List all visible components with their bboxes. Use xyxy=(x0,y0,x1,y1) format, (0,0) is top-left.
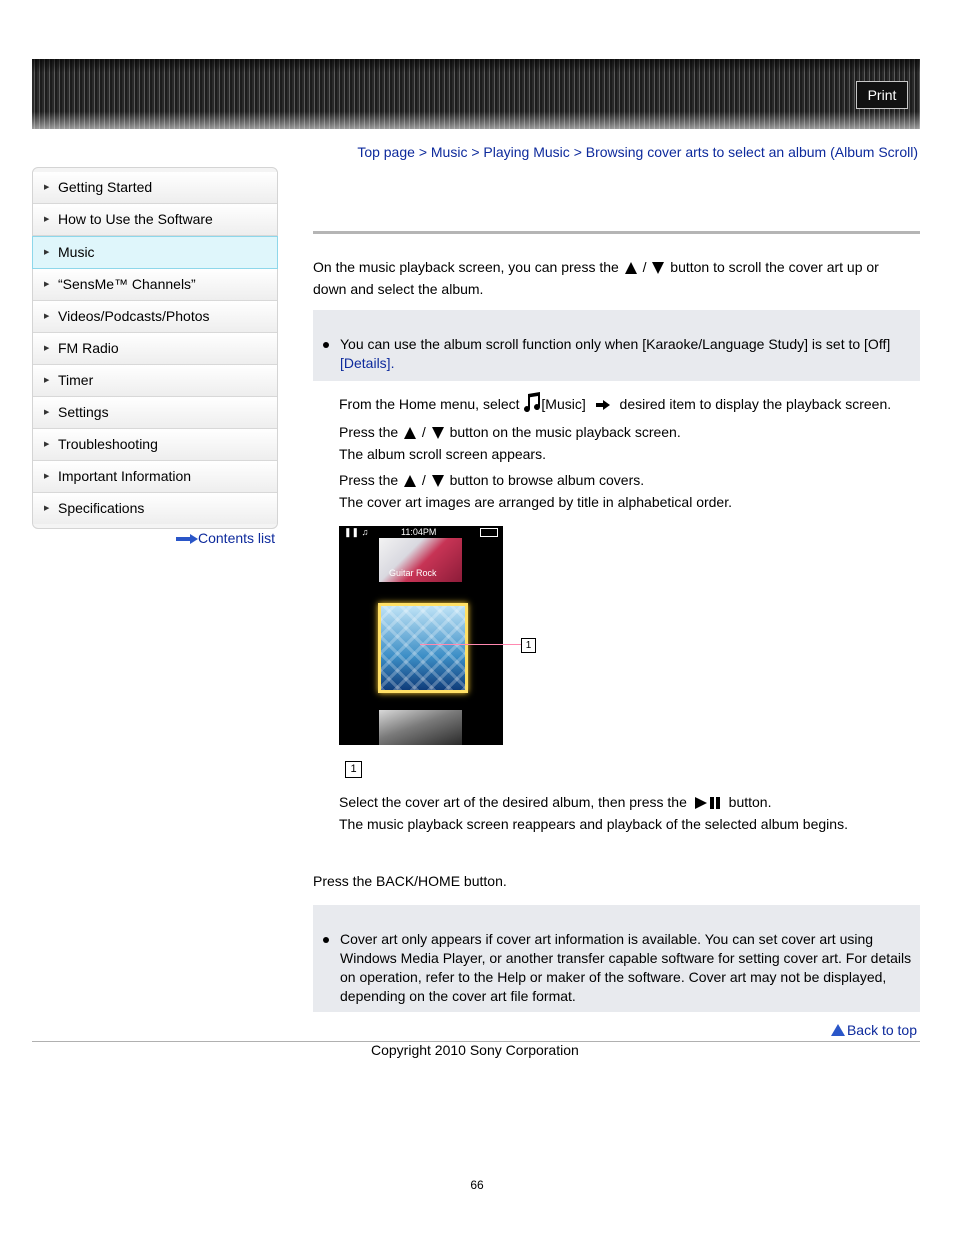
arrow-right-icon: ▶ xyxy=(44,505,50,512)
intro-text: button to scroll the cover art up or xyxy=(670,259,879,275)
sidebar-item-label: Troubleshooting xyxy=(58,436,158,452)
step-text: button on the music playback screen. xyxy=(449,424,681,440)
sidebar-nav xyxy=(32,167,278,529)
sidebar-item-important-information[interactable] xyxy=(33,461,277,493)
legend-number: 1 xyxy=(345,761,362,778)
arrow-right-icon: ▶ xyxy=(44,281,50,288)
album-cover-next xyxy=(379,710,462,745)
hint-box xyxy=(313,905,920,1012)
triangle-down-icon xyxy=(432,427,444,439)
arrow-right-icon: ▶ xyxy=(44,345,50,352)
note-body: You can use the album scroll function only when [Karaoke/Language Study] is set to [Off] xyxy=(340,336,891,352)
sidebar-item-fm-radio[interactable] xyxy=(33,333,277,365)
step-result: The music playback screen reappears and playback of the selected album begins. xyxy=(339,816,848,832)
triangle-up-icon xyxy=(404,475,416,487)
arrow-right-icon: ▶ xyxy=(44,249,50,256)
pause-music-icon: ❚❚ ♫ xyxy=(344,527,369,537)
breadcrumb-separator: > xyxy=(418,144,427,160)
step-3 xyxy=(339,469,732,513)
bullet-icon xyxy=(323,342,329,348)
step-text: Select the cover art of the desired album, then press the xyxy=(339,794,687,810)
sidebar-item-label: How to Use the Software xyxy=(58,211,213,227)
callout-number: 1 xyxy=(521,638,536,653)
step-text: button. xyxy=(728,794,772,810)
breadcrumb-separator: > xyxy=(573,144,582,160)
device-status-bar xyxy=(339,526,503,538)
arrow-right-icon: ▶ xyxy=(44,409,50,416)
step-1 xyxy=(339,392,891,415)
sidebar-item-settings[interactable] xyxy=(33,397,277,429)
breadcrumb-separator: > xyxy=(471,144,480,160)
breadcrumb xyxy=(357,144,918,160)
device-time: 11:04PM xyxy=(401,527,437,537)
arrow-right-icon xyxy=(176,534,198,544)
slash-text: / xyxy=(421,472,426,488)
contents-list-link[interactable] xyxy=(176,530,275,546)
intro-text: On the music playback screen, you can press the xyxy=(313,259,619,275)
music-note-icon xyxy=(523,392,541,412)
step-text: desired item to display the playback screen. xyxy=(619,396,892,412)
sidebar-item-specifications[interactable] xyxy=(33,493,277,524)
triangle-down-icon xyxy=(432,475,444,487)
intro-text: down and select the album. xyxy=(313,281,484,297)
step-4 xyxy=(339,791,848,835)
intro-paragraph xyxy=(313,256,913,300)
arrow-right-icon: ▶ xyxy=(44,216,50,223)
sidebar-item-label: “SensMe™ Channels” xyxy=(58,276,196,292)
sidebar-item-label: Important Information xyxy=(58,468,192,484)
arrow-right-icon: ▶ xyxy=(44,473,50,480)
step-result: The cover art images are arranged by title in alphabetical order. xyxy=(339,494,732,510)
arrow-right-icon: ▶ xyxy=(44,441,50,448)
hint-text: Cover art only appears if cover art information is available. You can set cover art using Windows Media Player, or another transfer capable software for setting cover art. For details on operation, refer to the Help or maker of the software. Cover art may not be displayed, depending on the cover art file format. xyxy=(340,931,912,1004)
sidebar-item-timer[interactable] xyxy=(33,365,277,397)
album-cover-selected xyxy=(378,603,468,693)
step-text: [Music] xyxy=(541,396,586,412)
album-cover-previous xyxy=(379,538,462,582)
callout-line xyxy=(420,644,521,645)
album-cover-title: Guitar Rock xyxy=(389,568,437,578)
sidebar-item-videos-podcasts-photos[interactable] xyxy=(33,301,277,333)
triangle-up-icon xyxy=(404,427,416,439)
step-text: Press the xyxy=(339,424,399,440)
sidebar-item-software[interactable] xyxy=(33,204,277,236)
breadcrumb-top-page[interactable]: Top page xyxy=(357,144,415,160)
arrow-right-icon: ▶ xyxy=(44,377,50,384)
triangle-down-icon xyxy=(652,262,664,274)
note-text xyxy=(340,335,914,373)
sidebar-item-label: Settings xyxy=(58,404,109,420)
details-link[interactable]: [Details]. xyxy=(340,355,395,371)
slash-text: / xyxy=(642,259,647,275)
breadcrumb-music[interactable]: Music xyxy=(430,144,468,160)
back-to-top-link[interactable] xyxy=(831,1022,917,1038)
battery-icon xyxy=(480,528,498,537)
step-text: From the Home menu, select xyxy=(339,396,520,412)
bullet-icon xyxy=(323,937,329,943)
breadcrumb-playing-music[interactable]: Playing Music xyxy=(483,144,570,160)
arrow-right-icon: ▶ xyxy=(44,313,50,320)
sidebar-item-sensme-channels[interactable] xyxy=(33,269,277,301)
sidebar-item-label: Music xyxy=(58,244,95,260)
copyright-text: Copyright 2010 Sony Corporation xyxy=(371,1042,579,1058)
note-box xyxy=(313,310,920,381)
page-number: 66 xyxy=(470,1178,484,1192)
print-button[interactable]: Print xyxy=(856,81,908,109)
title-divider xyxy=(313,231,920,234)
breadcrumb-current-page[interactable]: Browsing cover arts to select an album (Album Scroll) xyxy=(585,144,918,160)
slash-text: / xyxy=(421,424,426,440)
arrow-right-icon xyxy=(596,400,610,410)
sidebar-item-label: Timer xyxy=(58,372,94,388)
step-text: button to browse album covers. xyxy=(449,472,645,488)
contents-list-label: Contents list xyxy=(198,530,276,546)
sidebar-item-label: Getting Started xyxy=(58,179,153,195)
step-2 xyxy=(339,421,681,465)
header-banner xyxy=(32,59,920,129)
sidebar-item-troubleshooting[interactable] xyxy=(33,429,277,461)
sidebar-item-getting-started[interactable] xyxy=(33,172,277,204)
arrow-right-icon: ▶ xyxy=(44,184,50,191)
exit-instruction: Press the BACK/HOME button. xyxy=(313,873,507,889)
album-scroll-screenshot xyxy=(339,526,503,745)
sidebar-item-music[interactable] xyxy=(32,236,278,269)
sidebar-item-label: Specifications xyxy=(58,500,145,516)
step-text: Press the xyxy=(339,472,399,488)
sidebar-item-label: FM Radio xyxy=(58,340,119,356)
step-result: The album scroll screen appears. xyxy=(339,446,546,462)
triangle-up-icon xyxy=(831,1024,845,1036)
back-to-top-label: Back to top xyxy=(846,1022,917,1038)
triangle-up-icon xyxy=(625,262,637,274)
play-pause-icon xyxy=(695,797,721,809)
sidebar-item-label: Videos/Podcasts/Photos xyxy=(58,308,210,324)
